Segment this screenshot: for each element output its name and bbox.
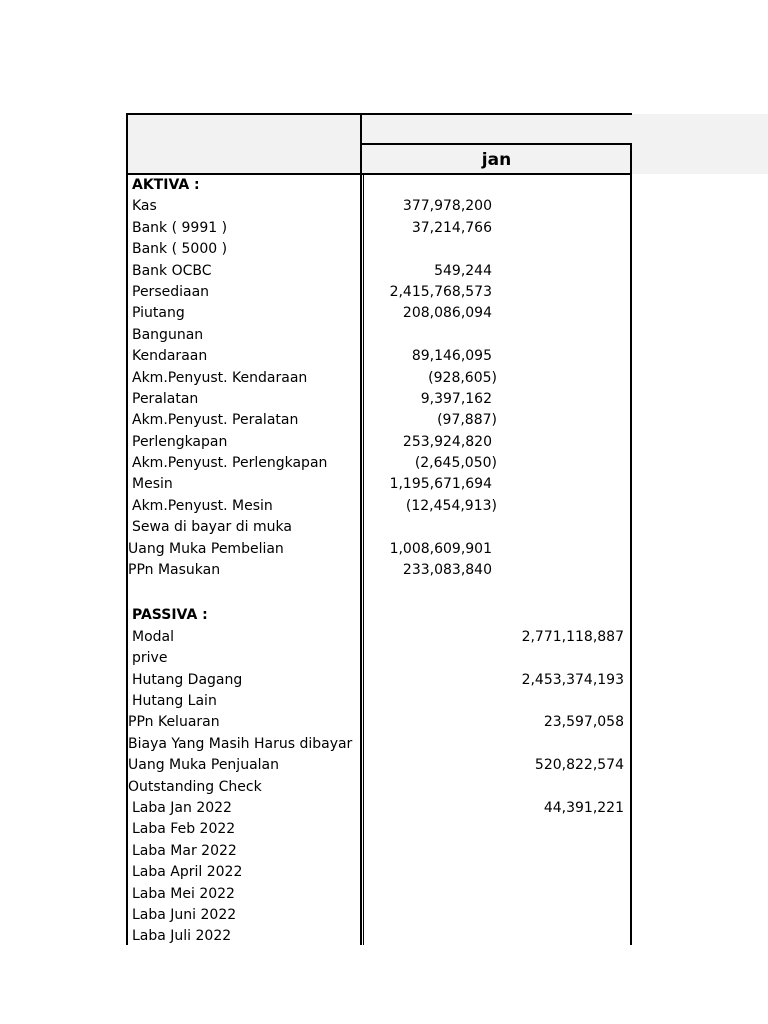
aktiva-heading: AKTIVA :	[132, 177, 200, 193]
aktiva-rows	[127, 196, 632, 581]
row-value: 89,146,095	[411, 348, 492, 365]
row-label: Uang Muka Penjualan	[128, 757, 279, 774]
row-value: 2,771,118,887	[521, 628, 624, 645]
row-label: Bangunan	[132, 326, 204, 343]
row-label: Peralatan	[132, 390, 199, 407]
month-header-border	[361, 143, 632, 145]
table-row	[127, 261, 632, 282]
table-row	[127, 712, 632, 733]
row-value: (12,454,913)	[405, 497, 497, 514]
header-left-cell	[127, 114, 361, 174]
month-header: jan	[481, 150, 512, 170]
row-label: Biaya Yang Masih Harus dibayar	[128, 735, 353, 752]
table-row	[127, 627, 632, 648]
rows-container	[127, 175, 632, 948]
row-label: Bank ( 5000 )	[132, 241, 228, 258]
aktiva-heading-row	[127, 175, 632, 196]
table-row	[127, 560, 632, 581]
row-value: (97,887)	[437, 412, 497, 429]
passiva-rows	[127, 627, 632, 948]
row-label: Akm.Penyust. Kendaraan	[132, 369, 308, 386]
row-label: Mesin	[132, 476, 173, 493]
table-row	[127, 239, 632, 260]
table-row	[127, 282, 632, 303]
table-row	[127, 346, 632, 367]
table-row	[127, 905, 632, 926]
row-label: Persediaan	[132, 283, 210, 300]
table-row	[127, 841, 632, 862]
section-gap	[127, 581, 632, 605]
row-label: Laba Feb 2022	[132, 821, 236, 838]
row-value: 233,083,840	[402, 562, 492, 579]
table-row	[127, 474, 632, 495]
table-row	[127, 539, 632, 560]
row-label: Laba April 2022	[132, 864, 243, 881]
row-label: Kendaraan	[132, 348, 208, 365]
table-row	[127, 798, 632, 819]
row-label: Bank OCBC	[132, 262, 212, 279]
row-label: Hutang Dagang	[132, 671, 243, 688]
row-label: Laba Mar 2022	[132, 842, 237, 859]
table-row	[127, 218, 632, 239]
table-row	[127, 734, 632, 755]
table-row	[127, 389, 632, 410]
table-row	[127, 196, 632, 217]
row-value: 1,195,671,694	[389, 476, 492, 493]
row-label: Hutang Lain	[132, 692, 217, 709]
row-label: Laba Mei 2022	[132, 885, 235, 902]
row-value: 2,415,768,573	[389, 283, 492, 300]
table-row	[127, 670, 632, 691]
row-value: 23,597,058	[543, 714, 624, 731]
table-row	[127, 862, 632, 883]
row-label: prive	[132, 650, 168, 667]
table-row	[127, 325, 632, 346]
table-row	[127, 691, 632, 712]
table-row	[127, 648, 632, 669]
row-label: PPn Keluaran	[128, 714, 220, 731]
row-value: 208,086,094	[402, 305, 492, 322]
row-label: Laba Juni 2022	[132, 906, 237, 923]
row-value: 377,978,200	[402, 198, 492, 215]
top-border	[126, 113, 632, 115]
row-value: (928,605)	[428, 369, 497, 386]
row-label: Perlengkapan	[132, 433, 228, 450]
right-margin	[632, 174, 768, 974]
row-label: PPn Masukan	[128, 562, 221, 579]
row-label: Akm.Penyust. Mesin	[132, 497, 273, 514]
table-row	[127, 517, 632, 538]
passiva-heading-row	[127, 605, 632, 626]
row-label: Outstanding Check	[128, 778, 262, 795]
row-value: 9,397,162	[420, 390, 492, 407]
row-label: Kas	[132, 198, 157, 215]
row-value: 520,822,574	[534, 757, 624, 774]
row-value: 2,453,374,193	[521, 671, 624, 688]
row-value: 253,924,820	[402, 433, 492, 450]
row-value: 1,008,609,901	[389, 540, 492, 557]
table-row	[127, 819, 632, 840]
table-row	[127, 453, 632, 474]
row-label: Akm.Penyust. Peralatan	[132, 412, 299, 429]
row-label: Akm.Penyust. Perlengkapan	[132, 455, 328, 472]
passiva-heading: PASSIVA :	[132, 607, 208, 624]
row-value: 549,244	[434, 262, 492, 279]
row-label: Uang Muka Pembelian	[128, 540, 284, 557]
table-row	[127, 884, 632, 905]
table-row	[127, 410, 632, 431]
table-row	[127, 432, 632, 453]
row-label: Bank ( 9991 )	[132, 219, 228, 236]
row-value: 37,214,766	[411, 219, 492, 236]
table-row	[127, 368, 632, 389]
row-label: Sewa di bayar di muka	[132, 519, 292, 536]
row-value: (2,645,050)	[414, 455, 497, 472]
table-row	[127, 926, 632, 947]
row-label: Modal	[132, 628, 174, 645]
row-label: Laba Juli 2022	[132, 928, 232, 945]
row-value: 44,391,221	[543, 799, 624, 816]
table-row	[127, 496, 632, 517]
table-row	[127, 755, 632, 776]
row-label: Piutang	[132, 305, 185, 322]
table-row	[127, 303, 632, 324]
row-label: Laba Jan 2022	[132, 799, 232, 816]
table-row	[127, 777, 632, 798]
